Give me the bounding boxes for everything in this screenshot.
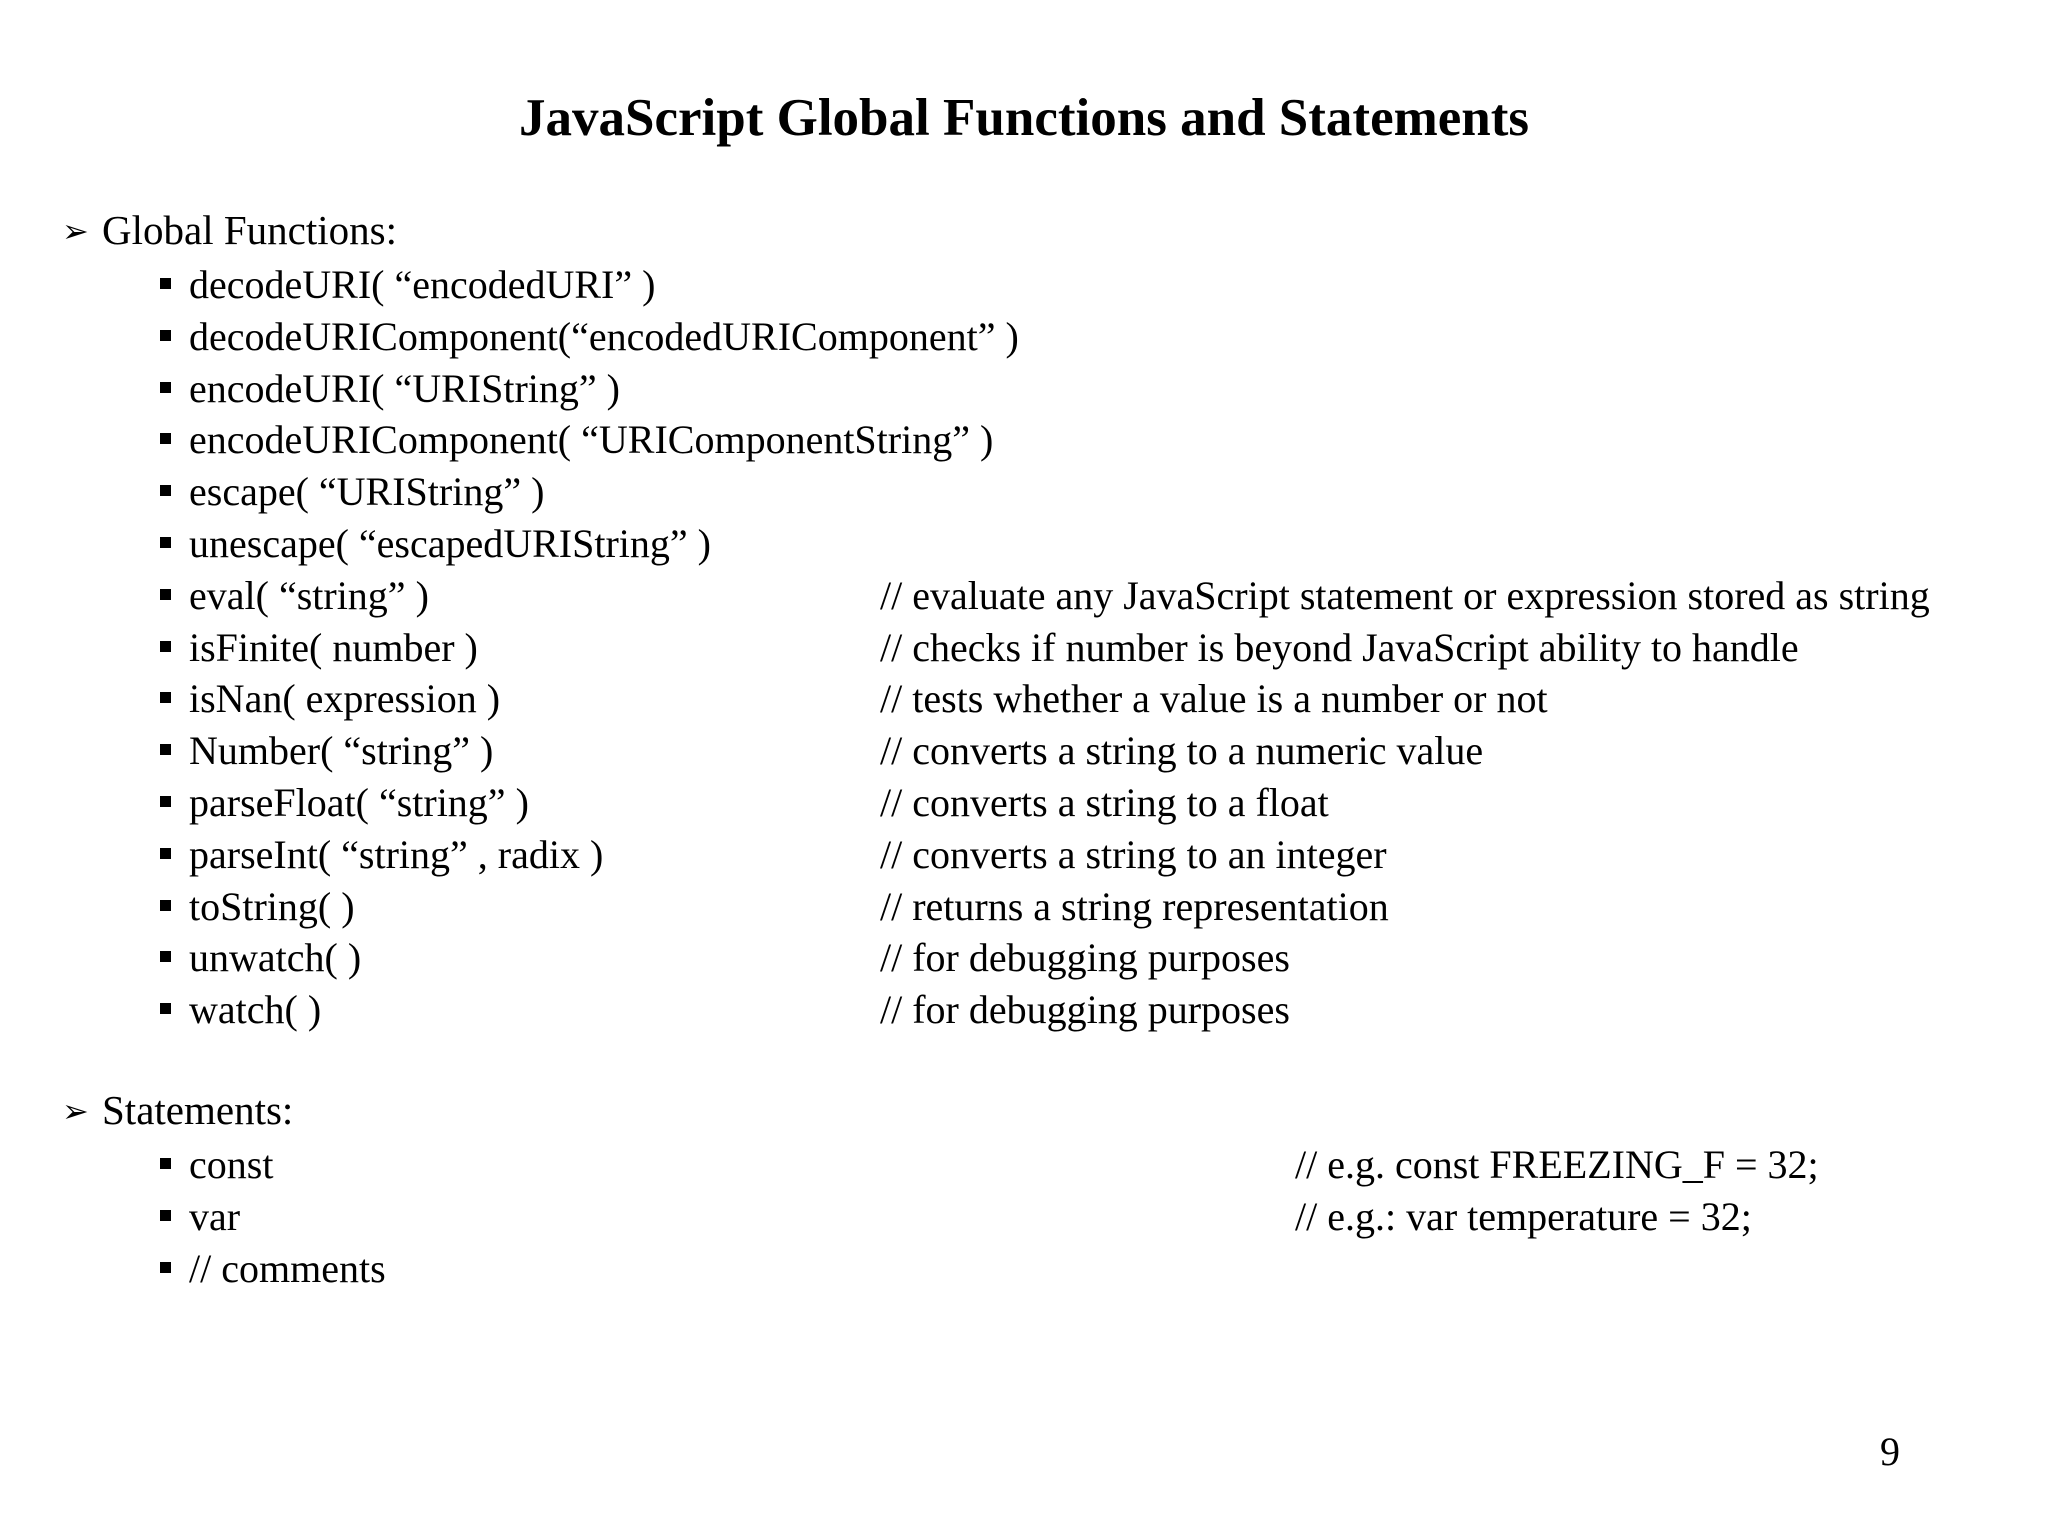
function-code: unwatch( )	[189, 935, 362, 981]
statements-list	[160, 1139, 2020, 1294]
function-item	[160, 622, 2020, 674]
global-functions-list	[160, 259, 2020, 1036]
function-item	[160, 311, 2020, 363]
function-item	[160, 984, 2020, 1036]
function-item	[160, 673, 2020, 725]
function-comment: // evaluate any JavaScript statement or expression stored as string	[880, 572, 1930, 618]
global-functions-heading	[62, 204, 397, 257]
square-bullet-icon	[160, 382, 171, 393]
square-bullet-icon	[160, 1210, 171, 1221]
function-item	[160, 829, 2020, 881]
function-comment: // converts a string to a numeric value	[880, 728, 1484, 774]
square-bullet-icon	[160, 951, 171, 962]
square-bullet-icon	[160, 1003, 171, 1014]
page-number: 9	[1880, 1429, 1900, 1474]
function-code: decodeURIComponent(“encodedURIComponent” )	[189, 313, 1019, 359]
statement-code: // comments	[189, 1245, 386, 1291]
function-comment: // converts a string to a float	[880, 779, 1329, 825]
statement-code: const	[189, 1142, 274, 1187]
function-code: watch( )	[189, 987, 322, 1033]
function-comment: // converts a string to an integer	[880, 831, 1387, 877]
function-item	[160, 518, 2020, 570]
square-bullet-icon	[160, 1158, 171, 1169]
function-comment: // tests whether a value is a number or not	[880, 676, 1548, 722]
function-item	[160, 570, 2020, 622]
function-code: decodeURI( “encodedURI” )	[189, 262, 656, 307]
function-code: parseFloat( “string” )	[189, 779, 529, 825]
function-comment: // checks if number is beyond JavaScript ability to handle	[880, 624, 1799, 670]
square-bullet-icon	[160, 796, 171, 807]
square-bullet-icon	[160, 848, 171, 859]
square-bullet-icon	[160, 692, 171, 703]
function-code: eval( “string” )	[189, 572, 429, 618]
slide-title: JavaScript Global Functions and Statements	[518, 89, 1530, 147]
function-item	[160, 259, 2020, 311]
function-code: parseInt( “string” , radix )	[189, 831, 604, 877]
square-bullet-icon	[160, 744, 171, 755]
function-code: encodeURI( “URIString” )	[189, 365, 620, 411]
square-bullet-icon	[160, 537, 171, 548]
square-bullet-icon	[160, 900, 171, 911]
statement-comment: // e.g.: var temperature = 32;	[1295, 1193, 1752, 1239]
function-code: isNan( expression )	[189, 676, 501, 722]
statement-comment: // e.g. const FREEZING_F = 32;	[1295, 1142, 1819, 1187]
statement-item	[160, 1191, 2020, 1243]
statement-item	[160, 1243, 2020, 1295]
statements-heading-label: Statements:	[102, 1087, 294, 1133]
function-item	[160, 932, 2020, 984]
statement-code: var	[189, 1193, 241, 1239]
function-comment: // for debugging purposes	[880, 935, 1290, 981]
function-comment: // returns a string representation	[880, 883, 1389, 929]
square-bullet-icon	[160, 641, 171, 652]
statement-item	[160, 1139, 2020, 1191]
square-bullet-icon	[160, 485, 171, 496]
square-bullet-icon	[160, 1262, 171, 1273]
function-item	[160, 725, 2020, 777]
function-code: isFinite( number )	[189, 624, 478, 670]
function-item	[160, 881, 2020, 933]
arrow-bullet-icon: ➢	[62, 212, 89, 250]
function-comment: // for debugging purposes	[880, 987, 1290, 1033]
function-code: encodeURIComponent( “URIComponentString” )	[189, 417, 994, 463]
statements-heading	[62, 1084, 293, 1137]
function-item	[160, 363, 2020, 415]
function-item	[160, 414, 2020, 466]
function-item	[160, 777, 2020, 829]
function-code: Number( “string” )	[189, 728, 494, 774]
function-item	[160, 466, 2020, 518]
function-code: unescape( “escapedURIString” )	[189, 520, 711, 566]
function-code: escape( “URIString” )	[189, 469, 545, 515]
square-bullet-icon	[160, 278, 171, 289]
square-bullet-icon	[160, 330, 171, 341]
square-bullet-icon	[160, 433, 171, 444]
global-functions-heading-label: Global Functions:	[102, 207, 397, 253]
arrow-bullet-icon: ➢	[62, 1092, 89, 1130]
square-bullet-icon	[160, 589, 171, 600]
function-code: toString( )	[189, 883, 355, 929]
